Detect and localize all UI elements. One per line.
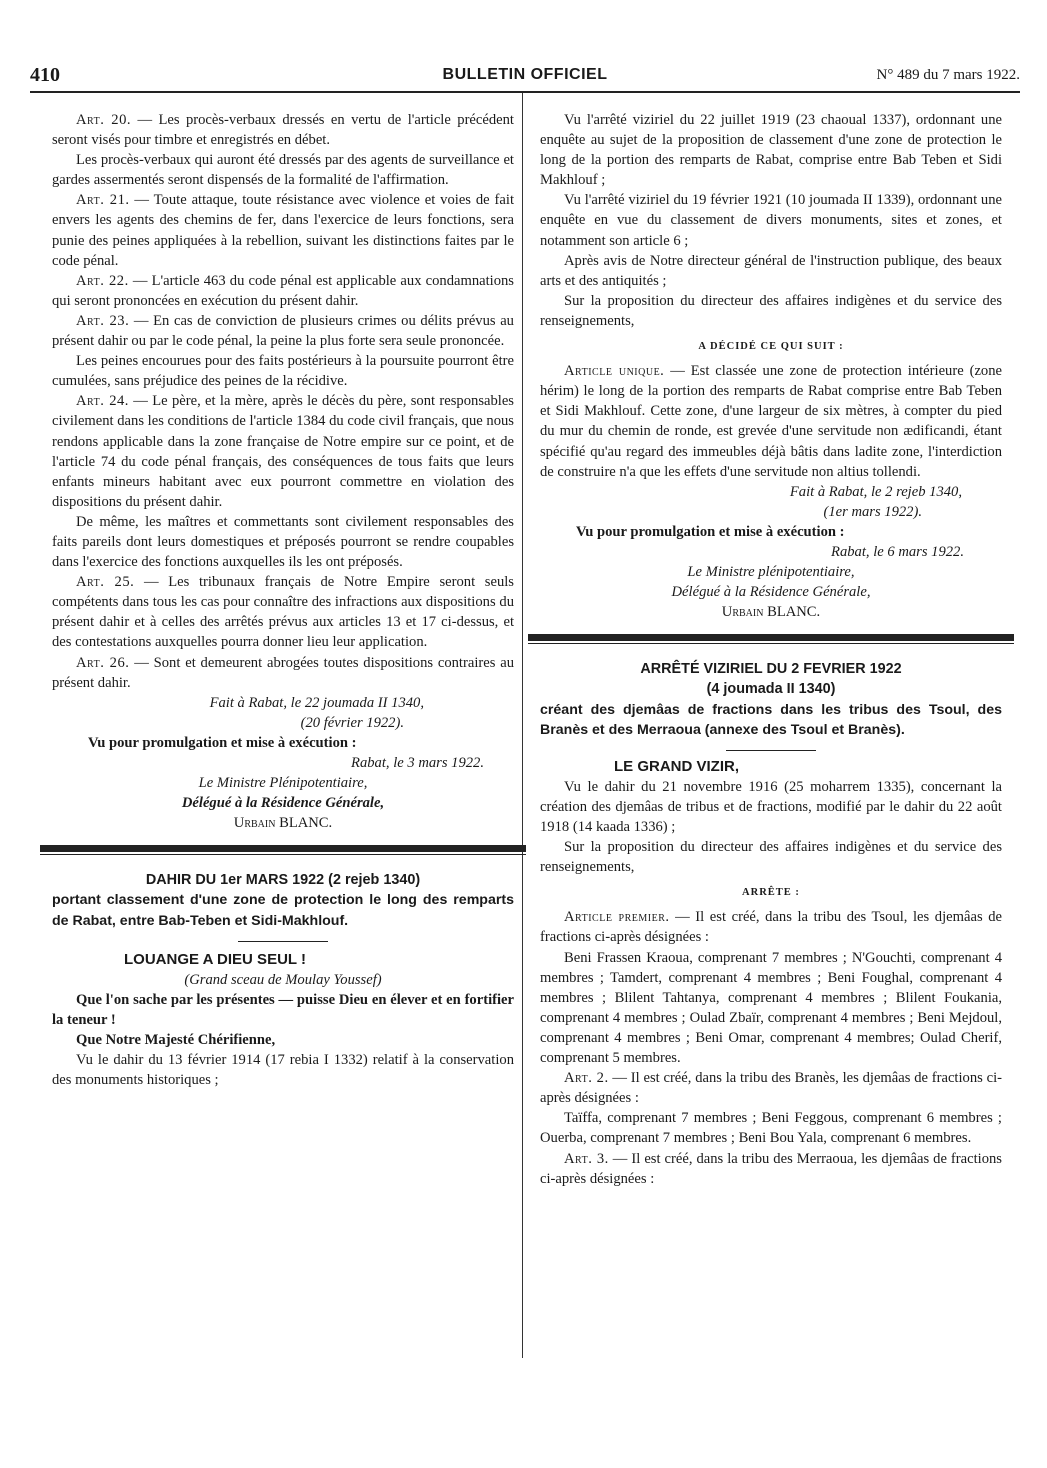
article-21: Art. 21. — Toute attaque, toute résistance avec violence et voies de fait envers les agents des chemins de fer, dans l'exercice de leurs fonctions, sera punie des peines appliquées à la rebellion, suivant les distinctions faites par le code pénal. [52,192,514,269]
signature-place: Fait à Rabat, le 2 rejeb 1340, [789,483,962,500]
vu-arrete-1921: Vu l'arrêté viziriel du 19 février 1921 (10 joumada II 1339), ordonnant une enquête en vue du classement de divers monuments, sites et zones, et notamment son article 6 ; [540,192,1002,249]
louange-heading: LOUANGE A DIEU SEUL ! [124,950,306,968]
promulgation-line: Vu pour promulgation et mise à exécution : [88,734,357,751]
issue-date: N° 489 du 7 mars 1922. [876,67,1020,83]
dahir-subtitle: portant classement d'une zone de protection le long des remparts de Rabat, entre Bab-Teben et Sidi-Makhlouf. [52,892,514,929]
article-25: Art. 25. — Les tribunaux français de Notre Empire seront seuls compétents dans tous les cas pour connaître des infractions aux dispositions du présent dahir et à celles des arrêtés prévus aux articles 13 et 17 ci-dessus, et des contestations auxquelles pourra donner lieu leur application. [52,574,514,651]
signature-place: Fait à Rabat, le 22 joumada II 1340, [209,694,424,711]
article-26: Art. 26. — Sont et demeurent abrogées toutes dispositions contraires au présent dahir. [52,654,514,691]
arrete-heading: ARRÊTE : [742,887,800,899]
article-23: Art. 23. — En cas de conviction de plusieurs crimes ou délits prévus au présent dahir ou par le code pénal, la peine la plus forte sera seule prononcée. [52,312,514,350]
section-rule [40,845,526,852]
promulgation-date: Rabat, le 3 mars 1922. [351,755,484,771]
signatory-name: Urbain BLANC. [721,604,821,621]
signature-date: (1er mars 1922). [823,503,922,520]
seal-note: (Grand sceau de Moulay Youssef) [184,971,382,988]
publication-title: BULLETIN OFFICIEL [442,66,608,83]
vu-dahir-1914: Vu le dahir du 13 février 1914 (17 rebia I 1332) relatif à la conservation des monuments historiques ; [52,1052,514,1089]
minister-title: Le Ministre plénipotentiaire, [687,564,855,581]
promulgation-line: Vu pour promulgation et mise à exécution : [576,523,845,540]
article-22: Art. 22. — L'article 463 du code pénal est applicable aux condamnations qui seront prononcées en exécution du présent dahir. [52,272,514,309]
article-3: Art. 3. — Il est créé, dans la tribu des Merraoua, les djemâas de fractions ci-après désignées : [540,1150,1002,1187]
grand-vizir-heading: LE GRAND VIZIR, [614,757,740,775]
page-header [30,62,1020,88]
right-column [540,110,1002,1189]
delegate-title: Délégué à la Résidence Générale, [181,795,385,812]
vu-dahir-1916: Vu le dahir du 21 novembre 1916 (25 moharrem 1335), concernant la création des djemâas de tribus et de fractions, modifié par le dahir du 22 août 1918 (14 kaada 1336) ; [540,778,1002,835]
short-rule [238,941,328,942]
article-premier: Article premier. — Il est créé, dans la tribu des Tsoul, les djemâas de fractions ci-après désignées : [540,909,1002,946]
header-rule [30,91,1020,93]
dahir-title: DAHIR DU 1er MARS 1922 (2 rejeb 1340) [145,872,421,889]
article-unique: Article unique. — Est classée une zone de protection intérieure (zone hérim) le long de la portion des remparts de Rabat comprise entre Bab Teben et Sidi Makhlouf. Cette zone, d'une largeur de six mètres, à compter du pied du mur du chemin de ronde, est grevée d'une servitude non ædificandi, étant spécifié qu'au regard des immeubles déjà bâtis dans ladite zone, l'interdiction de construire n'a que les effets d'une servitude non altius tollendi. [540,363,1002,480]
article-20: Art. 20. — Les procès-verbaux dressés en vertu de l'article précédent seront visés pour timbre et enregistrés en débet. [52,112,514,149]
article-24-paragraph: De même, les maîtres et commettants sont civilement responsables des faits pareils dont leurs domestiques et préposés pourront se rendre coupables dans l'exercice des fonctions auxquelles ils les ont préposés. [52,513,514,571]
arrete-subtitle: créant des djemâas de fractions dans les tribus des Tsoul, des Branès et des Merraoua (annexe des Tsoul et Branès). [540,701,1002,738]
signatory-name: Urbain BLANC. [233,815,333,832]
arrete-title: ARRÊTÉ VIZIRIEL DU 2 FEVRIER 1922 [640,661,902,678]
minister-title: Le Ministre Plénipotentiaire, [198,775,368,792]
apres-avis: Après avis de Notre directeur général de l'instruction publique, des beaux arts et des antiquités ; [540,252,1002,289]
article-23-paragraph: Les peines encourues pour des faits postérieurs à la poursuite pourront être cumulées, sans préjudice des peines de la récidive. [52,353,514,390]
majesty-line: Que Notre Majesté Chérifienne, [76,1032,276,1049]
sur-proposition-directeur: Sur la proposition du directeur des affaires indigènes et du service des renseignements, [540,839,1002,876]
short-rule [726,750,816,751]
column-divider [522,93,523,1358]
section-rule [528,634,1014,641]
signature-date: (20 février 1922). [300,714,404,731]
preamble-line: Que l'on sache par les présentes — puisse Dieu en élever et en fortifier la teneur ! [52,991,514,1028]
delegate-title: Délégué à la Résidence Générale, [671,584,871,601]
article-2: Art. 2. — Il est créé, dans la tribu des Branès, les djemâas de fractions ci-après désignées : [540,1070,1002,1107]
vu-arrete-1919: Vu l'arrêté viziriel du 22 juillet 1919 (23 chaoual 1337), ordonnant une enquête au sujet de la proposition de classement d'une zone de protection le long de la portion des remparts de Rabat, comprise entre Bab Teben et Sidi Makhlouf ; [540,112,1002,189]
page-number: 410 [30,64,60,86]
article-2-list: Taïffa, comprenant 7 membres ; Beni Feggous, comprenant 6 membres ; Ouerba, comprenant 7 membres ; Beni Bou Yala, comprenant 6 membres. [540,1110,1002,1147]
article-24: Art. 24. — Le père, et la mère, après le décès du père, sont responsables civilement dans les conditions de l'article 1384 du code civil français, que nous rendons applicable dans la zone française de Notre empire sur ce point, et de l'article 74 du code pénal français, des conséquences de tous faits que leurs enfants mineurs habitant avec eux pourront commettre en violation des dispositions du présent dahir. [52,393,514,510]
sur-proposition: Sur la proposition du directeur des affaires indigènes et du service des renseignements, [540,292,1002,329]
arrete-date: (4 joumada II 1340) [706,681,836,698]
article-premier-list: Beni Frassen Kraoua, comprenant 7 membres ; N'Gouchti, comprenant 4 membres ; Tamdert, comprenant 4 membres ; Beni Foughal, comprenant 4 membres ; Blilent Tahtanya, comprenant 4 membres ; Blilent Foukania, comprenant 4 membres ; Oulad Zbaïr, comprenant 4 membres ; Beni Mejdoul, comprenant 4 membres ; Beni Omar, comprenant 4 membres; Oulad Cherif, comprenant 5 membres. [540,949,1002,1067]
decide-heading: A DÉCIDÉ CE QUI SUIT : [698,341,844,353]
promulgation-date: Rabat, le 6 mars 1922. [831,543,964,560]
article-20-paragraph: Les procès-verbaux qui auront été dressés par des agents de surveillance et gardes assermentés seront dispensés de la formalité de l'affirmation. [52,152,514,189]
left-column [52,110,514,1090]
